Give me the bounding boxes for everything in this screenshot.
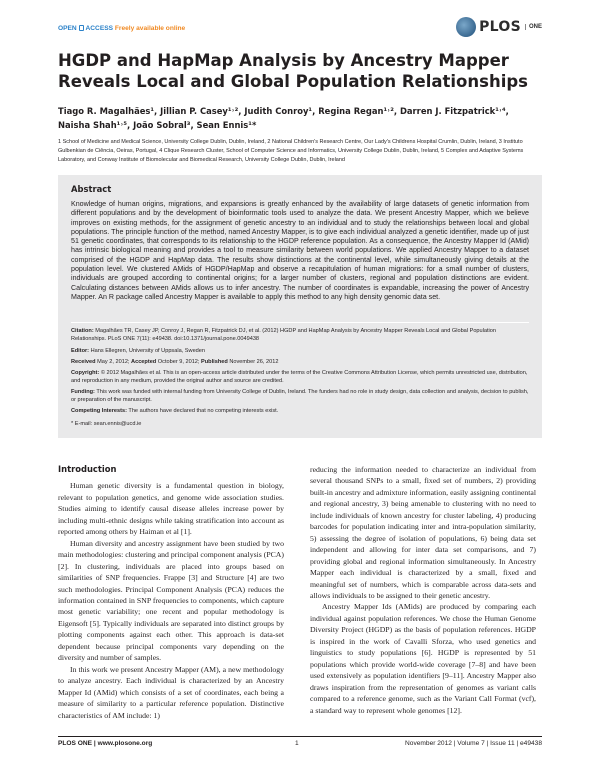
paragraph: In this work we present Ancestry Mapper (AM), a new methodology to analyze ancestry. Each individual is characterized by an Ancestry Mapper Id (AMid) which consists of a set of coordinates, each being a measure of similarity to a particular reference population. Distinctive characteristics of AM include: 1): [58, 664, 284, 720]
body-column-left: [58, 464, 284, 721]
page-number: 1: [295, 740, 299, 747]
open-lock-icon: [79, 25, 84, 31]
plos-one-logo[interactable]: [456, 16, 542, 38]
citation-text: Magalhães TR, Casey JP, Conroy J, Regan R, Fitzpatrick DJ, et al. (2012) HGDP and HapMap Analysis by Ancestry Mapper Reveals Local and Global Population Relationships. PLoS ONE 7(11): e49438. doi:10.1371/journal.pone.0049438: [71, 328, 497, 343]
dates-line: [71, 358, 529, 366]
editor-text: Hans Ellegren, University of Uppsala, Sweden: [90, 348, 206, 354]
paragraph: Ancestry Mapper Ids (AMids) are produced by comparing each individual against population references. We chose the Human Genome Diversity Project (HGDP) as the basis of population references. HGDP is inspired in the work of Cavalli Sforza, who used genetics and linguistics to study populations [6]. HGDP is represented by 51 populations which provide world-wide coverage [7–8] and have been used extensively as population identifiers [9–11]. Ancestry Mapper also draws inspiration from the representation of genomes as variant calls compared to a reference genome, such as the Variant Call Format (vcf), a standard way to represent whole genomes [12].: [310, 602, 536, 715]
abstract-heading: Abstract: [71, 184, 112, 194]
author-list: Tiago R. Magalhães¹, Jillian P. Casey¹˒², Judith Conroy¹, Regina Regan¹˒², Darren J. Fitzpatrick¹˒⁴, Naisha Shah¹˒⁵, João Sobral³, Sean Ennis¹*: [58, 106, 509, 130]
citation-line: [71, 327, 529, 344]
footer-journal[interactable]: PLOS ONE | www.plosone.org: [58, 740, 153, 747]
plos-logo-icon: [456, 17, 476, 37]
abstract-body: Knowledge of human origins, migrations, and expansions is greatly enhanced by the availability of large datasets of genetic information from different populations and by the development of bioinformatic tools used to analyze the data. We present Ancestry Mapper, which we believe improves on existing methods, for the assignment of genetic ancestry to an individual and to study the relationships between local and global populations. The principle function of the method, named Ancestry Mapper, is to give each individual analyzed a genetic identifier, made up of just 51 genetic coordinates, that corresponds to its relationship to the HGDP reference population. As a consequence, the Ancestry Mapper Id (AMid) has intrinsic biological meaning and provides a tool to measure similarity between world populations. We applied Ancestry Mapper to a dataset comprised of the HGDP and HapMap data. The results show distinctions at the continental level, while simultaneously giving details at the population level. We clustered AMids of HGDP/HapMap and observe a recapitulation of human migrations: for a small number of clusters, individuals are grouped according to continental origins; for a larger number of clusters, regional and population distinctions are evident. Calculating distances between AMids allows us to infer ancestry. The number of coordinates is expandable, increasing the power of Ancestry Mapper. An R package called Ancestry Mapper is available to apply this method to any high density genomic data set.: [71, 200, 529, 301]
article-title: HGDP and HapMap Analysis by Ancestry Mapper Reveals Local and Global Population Relationships: [58, 51, 528, 91]
editor-label: Editor:: [71, 348, 90, 354]
funding-text: This work was funded with internal funding from University College of Dublin, Ireland. The funders had no role in study design, data collection and analysis, decision to publish, or preparation of the manuscript.: [71, 389, 529, 404]
open-access-badge: [58, 25, 185, 32]
published-label: Published: [201, 359, 228, 365]
body-column-right: [310, 464, 536, 716]
accepted-label: Accepted: [131, 359, 157, 365]
editor-line: [71, 347, 529, 355]
abstract-divider: [71, 322, 529, 323]
citation-label: Citation:: [71, 328, 94, 334]
journal-header: [58, 16, 542, 42]
abstract-box: [58, 175, 542, 438]
footer-divider: [58, 736, 542, 737]
access-label: ACCESS: [85, 25, 114, 32]
competing-label: Competing Interests:: [71, 408, 127, 414]
open-label: OPEN: [58, 25, 77, 32]
funding-label: Funding:: [71, 389, 95, 395]
paragraph: Human genetic diversity is a fundamental question in biology, relevant to population genetics, and genome wide association studies. Studies aiming to identify causal disease alleles increase power by including multi-ethnic designs while taking stratification into account as reported among others by Haiman et al [1].: [58, 481, 284, 537]
affiliations: 1 School of Medicine and Medical Science, University College Dublin, Dublin, Ireland, 2 National Children's Research Centre, Our Lady's Childrens Hospital Crumlin, Dublin, Ireland, 3 Instituto Gulbenkian de Ciência, Oeiras, Portugal, 4 Clique Research Cluster, School of Computer Science and Informatics, University College Dublin, Dublin, Ireland, 5 Complex and Adaptive Systems Laboratory, and Conway Institute of Biomolecular and Biomedical Research, University College Dublin, Dublin, Ireland: [58, 139, 524, 163]
footer-issue: November 2012 | Volume 7 | Issue 11 | e49438: [405, 740, 542, 747]
email-line[interactable]: * E-mail: sean.ennis@ucd.ie: [71, 421, 142, 427]
competing-text: The authors have declared that no competing interests exist.: [128, 408, 279, 414]
copyright-line: [71, 369, 529, 386]
introduction-heading: Introduction: [58, 464, 117, 474]
plos-wordmark: PLOS: [479, 19, 521, 35]
copyright-text: © 2012 Magalhães et al. This is an open-access article distributed under the terms of the Creative Commons Attribution License, which permits unrestricted use, distribution, and reproduction in any medium, provided the original author and source are credited.: [71, 370, 528, 385]
funding-line: [71, 388, 529, 405]
copyright-label: Copyright:: [71, 370, 100, 376]
received-label: Received: [71, 359, 96, 365]
received-date: May 2, 2012;: [97, 359, 130, 365]
plos-one-label: ONE: [525, 24, 542, 30]
published-date: November 26, 2012: [229, 359, 279, 365]
paragraph: Human diversity and ancestry assignment have been studied by two main methodologies: clustering and principal component analysis (PCA) [2]. In clustering, individuals are placed into groups based on similarities of SNP frequencies. Frappe [3] and Structure [4] are two such methodologies. Principal Component Analysis (PCA) reduces the information contained in SNP frequencies to components, which capture most genetic variability; one recent and popular methodology is Eigensoft [5]. Typically individuals are separated into distinct groups by plotting components against each other. This approach is data-set dependent because principal components vary depending on the diversity and number of samples.: [58, 538, 284, 663]
paragraph: reducing the information needed to characterize an individual from several thousand SNPs to a small, fixed set of numbers, 2) providing built-in ancestry and admixture information, easily assigning continental and regional ancestry, 3) being amenable to clustering with no need to include individuals of known ancestry for cluster labeling, 4) producing barcodes for population indicating inter and intra-population similarity, 5) assessing the degree of isolation of populations, 6) being data set independent and allowing for inter data set comparisons, and 7) providing global and regional information simultaneously. In Ancestry Mapper each individual is characterized by a small, fixed and meaningful set of numbers, which is comparable across data-sets and allows individuals to be assigned to their genetic ancestry.: [310, 465, 536, 600]
competing-interests-line: [71, 407, 529, 415]
free-available-label: Freely available online: [114, 25, 186, 32]
accepted-date: October 9, 2012;: [157, 359, 200, 365]
